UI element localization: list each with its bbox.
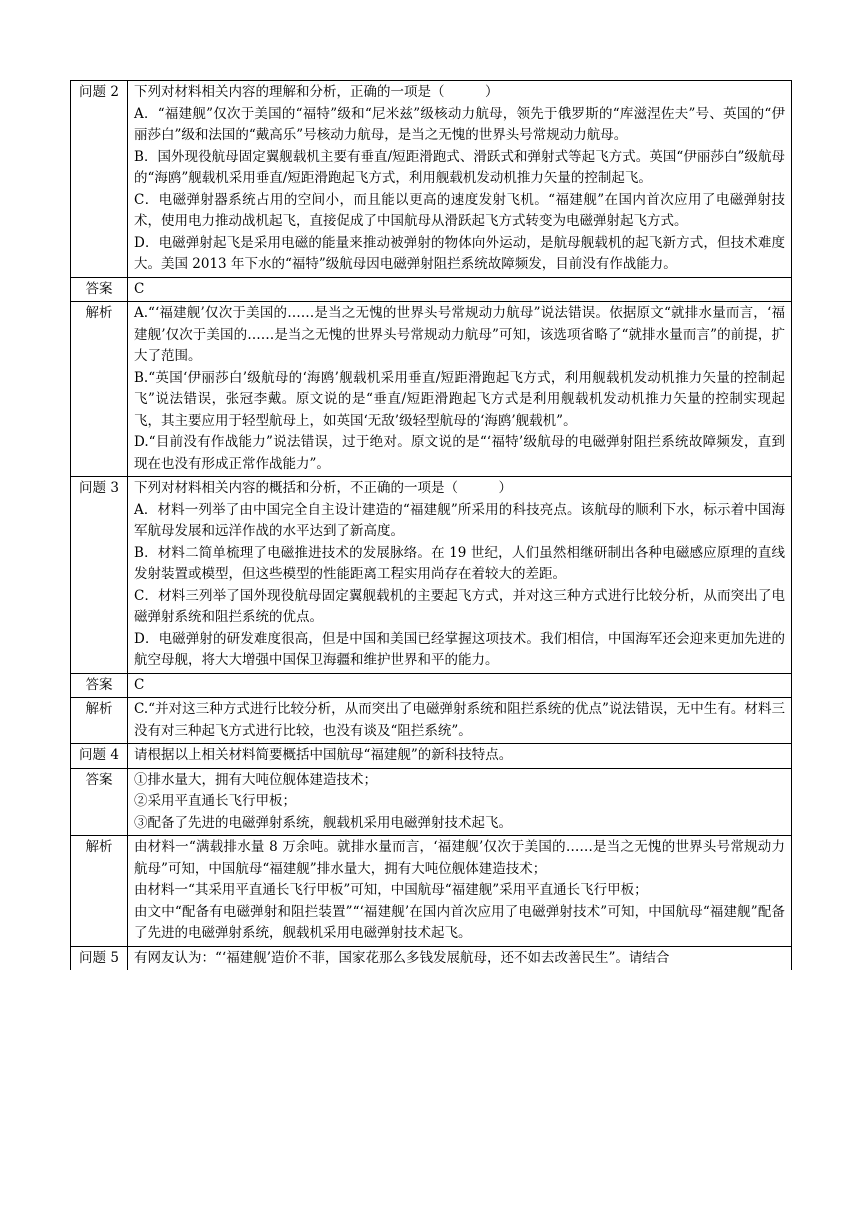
row-content — [128, 698, 792, 744]
answer-point: ③配备了先进的电磁弹射系统，舰载机采用电磁弹射技术起飞。 — [134, 814, 512, 831]
analysis-paragraph: C.“并对这三种方式进行比较分析，从而突出了电磁弹射系统和阻拦系统的优点”说法错误，无中生有。材料三没有对三种起飞方式进行比较，也没有谈及“阻拦系统”。 — [134, 701, 785, 739]
analysis-paragraph: D.“目前没有作战能力”说法错误，过于绝对。原文说的是“‘福特’级航母的电磁弹射阻拦系统故障频发，直到现在也没有形成正常作战能力”。 — [134, 434, 785, 472]
row-content — [128, 768, 792, 836]
option-d: D．电磁弹射起飞是采用电磁的能量来推动被弹射的物体向外运动，是航母舰载机的起飞新方式，但技术难度大。美国 2013 年下水的“福特”级航母因电磁弹射阻拦系统故障频发，目前没有作战能力。 — [134, 234, 785, 272]
option-c: C．材料三列举了国外现役航母固定翼舰载机的主要起飞方式，并对这三种方式进行比较分析，从而突出了电磁弹射系统和阻拦系统的优点。 — [134, 587, 785, 625]
option-d: D．电磁弹射的研发难度很高，但是中国和美国已经掌握这项技术。我们相信，中国海军还会迎来更加先进的航空母舰，将大大增强中国保卫海疆和维护世界和平的能力。 — [134, 630, 785, 668]
table-row — [71, 768, 792, 836]
answer-point: ②采用平直通长飞行甲板； — [134, 793, 296, 809]
row-content — [128, 477, 792, 674]
answer-text: C — [134, 280, 145, 297]
analysis-paragraph: 由材料一“满载排水量 8 万余吨。就排水量而言，‘福建舰’仅次于美国的……是当之无愧的世界头号常规动力航母”可知，中国航母“福建舰”排水量大，拥有大吨位舰体建造技术； — [134, 839, 785, 877]
row-label: 问题 4 — [71, 744, 128, 769]
row-content — [128, 744, 792, 769]
answer-text: C — [134, 676, 145, 693]
table-row — [71, 477, 792, 674]
row-content — [128, 946, 792, 970]
option-a: A．“福建舰”仅次于美国的“福特”级和“尼米兹”级核动力航母，领先于俄罗斯的“库滋涅佐夫”号、英国的“伊丽莎白”级和法国的“戴高乐”号核动力航母，是当之无愧的世界头号常规动力航母。 — [134, 105, 785, 143]
row-label: 问题 2 — [71, 81, 128, 278]
row-content — [128, 836, 792, 947]
row-content — [128, 302, 792, 477]
row-label: 答案 — [71, 768, 128, 836]
table-row — [71, 673, 792, 698]
question-stem: 请根据以上相关材料简要概括中国航母“福建舰”的新科技特点。 — [134, 747, 513, 763]
qa-table — [70, 80, 792, 970]
row-content — [128, 277, 792, 302]
row-label: 解析 — [71, 302, 128, 477]
table-row — [71, 302, 792, 477]
analysis-paragraph: 由材料一“其采用平直通长飞行甲板”可知，中国航母“福建舰”采用平直通长飞行甲板； — [134, 882, 648, 898]
row-content — [128, 81, 792, 278]
row-label: 解析 — [71, 836, 128, 947]
option-a: A．材料一列举了由中国完全自主设计建造的“福建舰”所采用的科技亮点。该航母的顺利下水，标示着中国海军航母发展和远洋作战的水平达到了新高度。 — [134, 501, 785, 539]
option-b: B．材料二简单梳理了电磁推进技术的发展脉络。在 19 世纪，人们虽然相继研制出各种电磁感应原理的直线发射装置或模型，但这些模型的性能距离工程实用尚存在着较大的差距。 — [134, 544, 785, 582]
table-row — [71, 836, 792, 947]
analysis-paragraph: 由文中“配备有电磁弹射和阻拦装置”“‘福建舰’在国内首次应用了电磁弹射技术”可知，中国航母“福建舰”配备了先进的电磁弹射系统，舰载机采用电磁弹射技术起飞。 — [134, 903, 785, 941]
table-row — [71, 81, 792, 278]
row-label: 答案 — [71, 673, 128, 698]
table-row — [71, 946, 792, 970]
table-row — [71, 277, 792, 302]
row-label: 解析 — [71, 698, 128, 744]
table-row — [71, 744, 792, 769]
answer-point: ①排水量大，拥有大吨位舰体建造技术； — [134, 771, 377, 788]
analysis-paragraph: A.“‘福建舰’仅次于美国的……是当之无愧的世界头号常规动力航母”说法错误。依据原文“就排水量而言，‘福建舰’仅次于美国的……是当之无愧的世界头号常规动力航母”可知，该选项省略了“就排水量而言”的前提，扩大了范围。 — [134, 305, 785, 364]
row-label: 问题 5 — [71, 946, 128, 970]
row-content — [128, 673, 792, 698]
question-stem: 下列对材料相关内容的概括和分析，不正确的一项是（ ） — [134, 480, 512, 496]
option-c: C．电磁弹射器系统占用的空间小，而且能以更高的速度发射飞机。“福建舰”在国内首次应用了电磁弹射技术，使用电力推动战机起飞，直接促成了中国航母从滑跃起飞方式转变为电磁弹射起飞方式。 — [134, 191, 785, 229]
analysis-paragraph: B.“英国‘伊丽莎白’级航母的‘海鸥’舰载机采用垂直/短距滑跑起飞方式，利用舰载机发动机推力矢量的控制起飞”说法错误，张冠李戴。原文说的是“垂直/短距滑跑起飞方式是利用舰载机发动机推力矢量的控制实现起飞，其主要应用于轻型航母上，如英国‘无敌’级轻型航母的‘海鸥’舰载机”。 — [134, 369, 785, 429]
question-stem: 下列对材料相关内容的理解和分析，正确的一项是（ ） — [134, 84, 499, 100]
table-row — [71, 698, 792, 744]
option-b: B．国外现役航母固定翼舰载机主要有垂直/短距滑跑式、滑跃式和弹射式等起飞方式。英国“伊丽莎白”级航母的“海鸥”舰载机采用垂直/短距滑跑起飞方式，利用舰载机发动机推力矢量的控制起飞。 — [134, 148, 785, 186]
row-label: 问题 3 — [71, 477, 128, 674]
question-stem: 有网友认为：“‘福建舰’造价不菲，国家花那么多钱发展航母，还不如去改善民生”。请结合 — [134, 949, 670, 966]
qa-table-body — [71, 81, 792, 971]
row-label: 答案 — [71, 277, 128, 302]
